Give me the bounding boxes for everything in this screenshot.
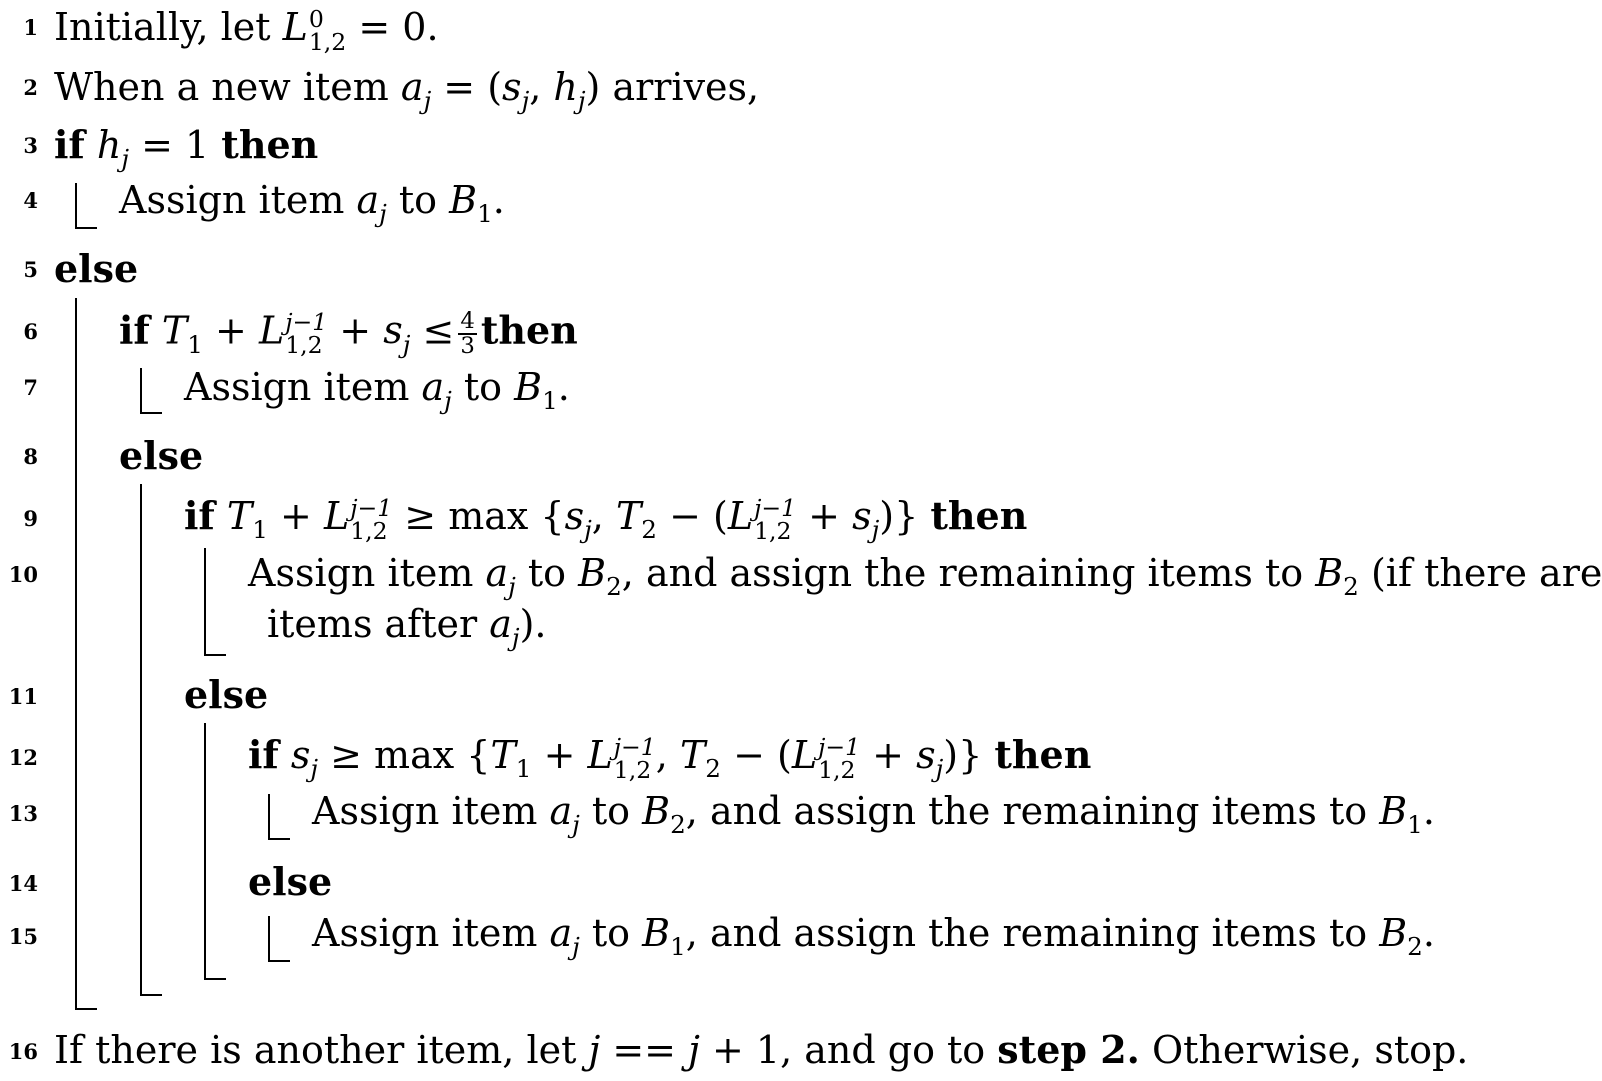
block-end-line10: [204, 654, 226, 656]
line-number: 10: [8, 562, 38, 587]
line-number: 6: [23, 319, 38, 344]
algo-line-13: Assign item $a_j$ to $B_2$, and assign the remaining items to $B_1$.: [312, 789, 1435, 840]
block-end-line15: [268, 960, 290, 962]
block-end-line13: [268, 838, 290, 840]
line-number: 14: [8, 871, 38, 896]
algo-line-14: else: [248, 859, 333, 904]
algo-line-16: If there is another item, let j == j + 1, and go to step 2. Otherwise, stop.: [54, 1027, 1469, 1072]
block-line-line13: [268, 794, 270, 840]
algo-line-5: else: [54, 246, 139, 291]
line-number: 9: [23, 506, 38, 531]
block-end-else-mid: [140, 994, 162, 996]
line-number: 1: [23, 15, 38, 40]
line-number: 3: [23, 133, 38, 158]
line-number: 13: [8, 801, 38, 826]
block-line-line7: [140, 368, 142, 414]
block-line-line10: [204, 548, 206, 656]
line-number: 8: [23, 444, 38, 469]
line-number: 12: [8, 745, 38, 770]
block-line-line4: [75, 183, 77, 229]
block-end-else-inner: [204, 978, 226, 980]
line-number: 4: [23, 188, 38, 213]
algo-line-7: Assign item $a_j$ to $B_1$.: [184, 365, 570, 416]
line-number: 5: [23, 257, 38, 282]
algo-line-3: if $h_j = 1$ then: [54, 122, 319, 174]
algo-line-1: Initially, let L 0 1,2 = 0.: [54, 5, 439, 56]
algo-line-10-cont: items after $a_j$).: [267, 602, 547, 653]
block-end-line4: [75, 227, 97, 229]
line-number: 16: [8, 1039, 38, 1064]
algo-line-2: When a new item $a_j = (s_j$, $h_j$) arrives,: [54, 65, 760, 116]
line-number: 2: [23, 75, 38, 100]
block-end-line7: [140, 412, 162, 414]
algo-line-8: else: [119, 433, 204, 478]
line-number: 15: [8, 924, 38, 949]
algo-line-4: Assign item $a_j$ to $B_1$.: [119, 178, 505, 229]
line-number: 11: [8, 684, 38, 709]
algo-line-10: Assign item $a_j$ to $B_2$, and assign the remaining items to $B_2$ (if there are: [248, 551, 1602, 602]
algo-line-9: if $T_1 + L$ j−1 1,2 ≥ $\max \{s_j$, $T_2 - (L$ j−1 1,2 + $s_j$)} then: [184, 493, 1028, 545]
line-number: 7: [23, 375, 38, 400]
algo-line-11: else: [184, 672, 269, 717]
block-line-else-inner: [204, 723, 206, 980]
algo-line-6: if $T_1 + L$ j−1 1,2 + $s_j$ ≤ $\frac{4}{3}$ then: [119, 307, 578, 359]
algo-line-12: if $s_j \ge \max \{T_1 + L$ j−1 1,2 , $T_2 - (L$ j−1 1,2 + $s_j$)} then: [248, 732, 1092, 784]
block-line-else-mid: [140, 484, 142, 996]
block-line-line15: [268, 916, 270, 962]
algo-line-15: Assign item $a_j$ to $B_1$, and assign the remaining items to $B_2$.: [312, 911, 1435, 962]
block-end-else-outer: [75, 1008, 97, 1010]
block-line-else-outer: [75, 298, 77, 1010]
